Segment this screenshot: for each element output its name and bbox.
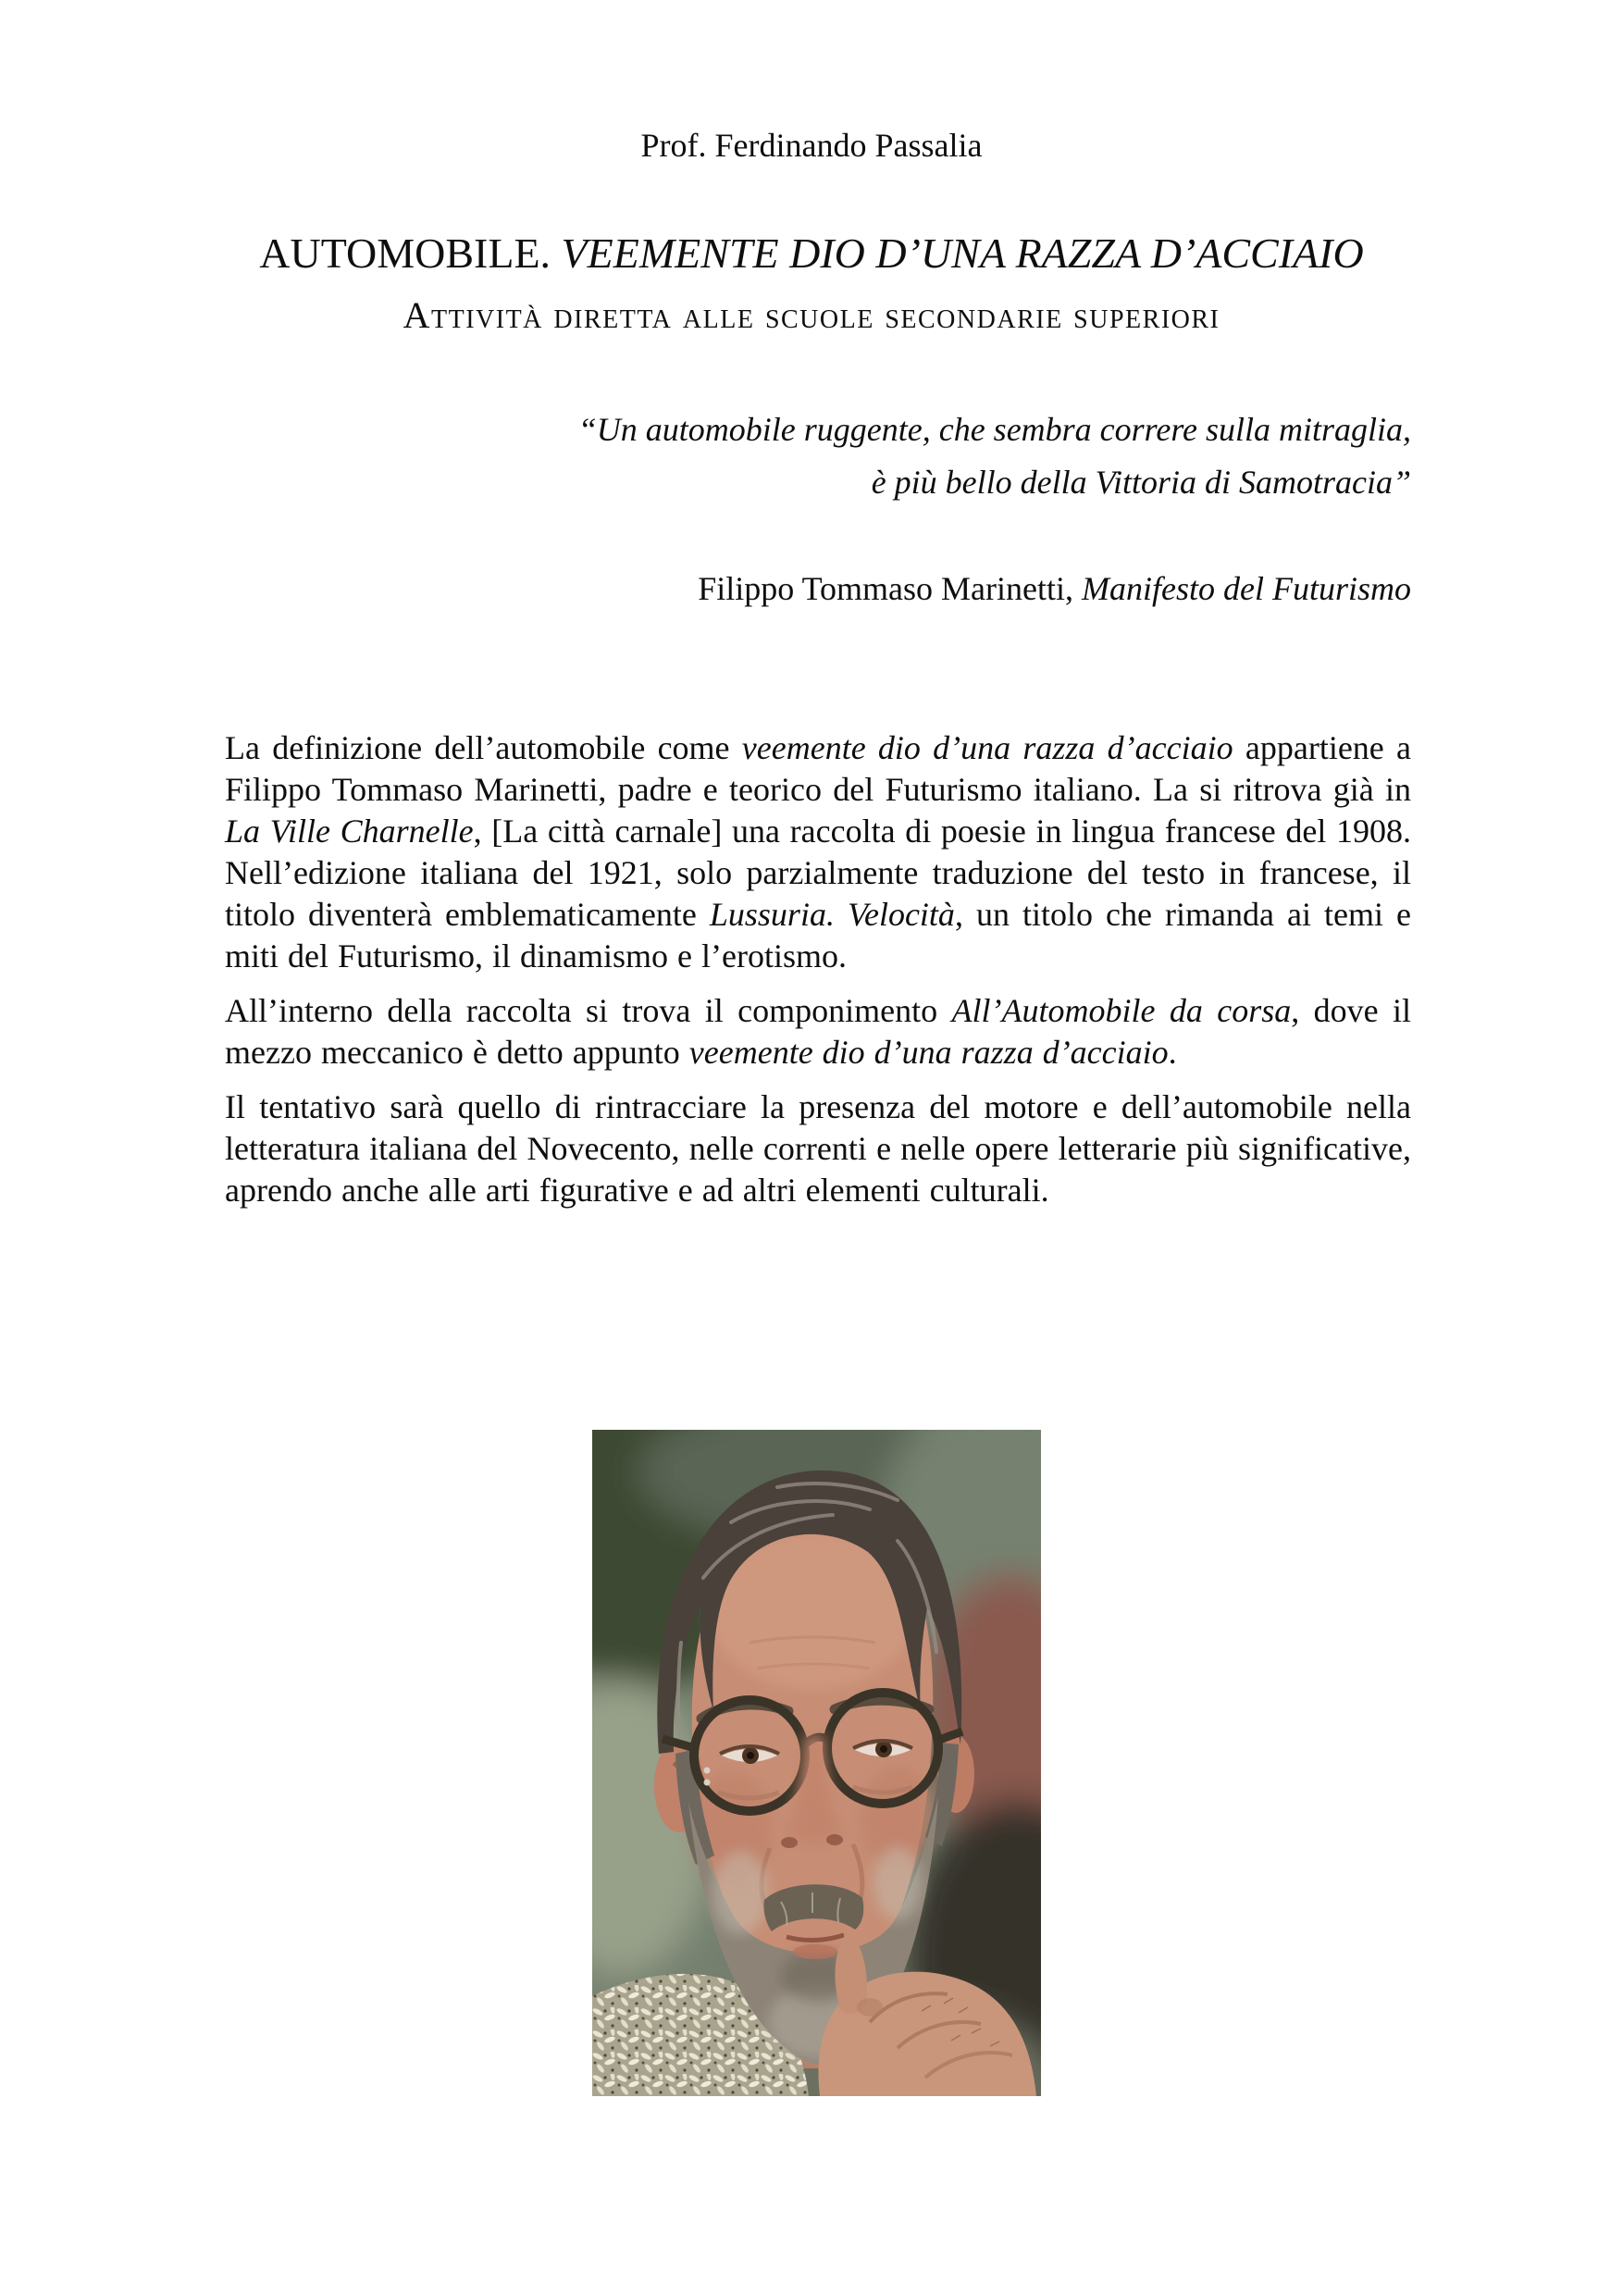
quote-block xyxy=(225,403,1411,509)
quote-line-1: “Un automobile ruggente, che sembra correre sulla mitraglia, xyxy=(577,411,1411,448)
portrait-photo-svg xyxy=(592,1430,1041,2096)
author-line: Prof. Ferdinando Passalia xyxy=(640,127,983,164)
subtitle: Attività diretta alle scuole secondarie superiori xyxy=(403,294,1220,336)
title-roman: AUTOMOBILE. xyxy=(259,230,562,277)
attribution-work: Manifesto del Futurismo xyxy=(1082,570,1411,607)
portrait-photo xyxy=(592,1430,1041,2096)
quote-line-2: è più bello della Vittoria di Samotracia” xyxy=(871,464,1411,501)
paragraph-1: La definizione dell’automobile come veemente dio d’una razza d’acciaio appartiene a Filippo Tommaso Marinetti, padre e teorico del Futurismo italiano. La si ritrova già in La Ville Charnelle, [La città carnale] una raccolta di poesie in lingua francese del 1908. Nell’edizione italiana del 1921, solo parzialmente traduzione del testo in francese, il titolo diventerà emblematicamente Lussuria. Velocità, un titolo che rimanda ai temi e miti del Futurismo, il dinamismo e l’erotismo. xyxy=(225,729,1411,974)
page-title xyxy=(0,228,1623,279)
title-italic: VEEMENTE DIO D’UNA RAZZA D’ACCIAIO xyxy=(561,230,1364,277)
paragraph-3: Il tentativo sarà quello di rintracciare la presenza del motore e dell’automobile nella letteratura italiana del Novecento, nelle correnti e nelle opere letterarie più significative, aprendo anche alle arti figurative e ad altri elementi culturali. xyxy=(225,1088,1411,1209)
paragraph-2: All’interno della raccolta si trova il componimento All’Automobile da corsa, dove il mezzo meccanico è detto appunto veemente dio d’una razza d’acciaio. xyxy=(225,992,1412,1071)
attribution-name: Filippo Tommaso Marinetti, xyxy=(698,570,1083,607)
body-text xyxy=(225,727,1411,1224)
attribution-line xyxy=(225,566,1411,611)
